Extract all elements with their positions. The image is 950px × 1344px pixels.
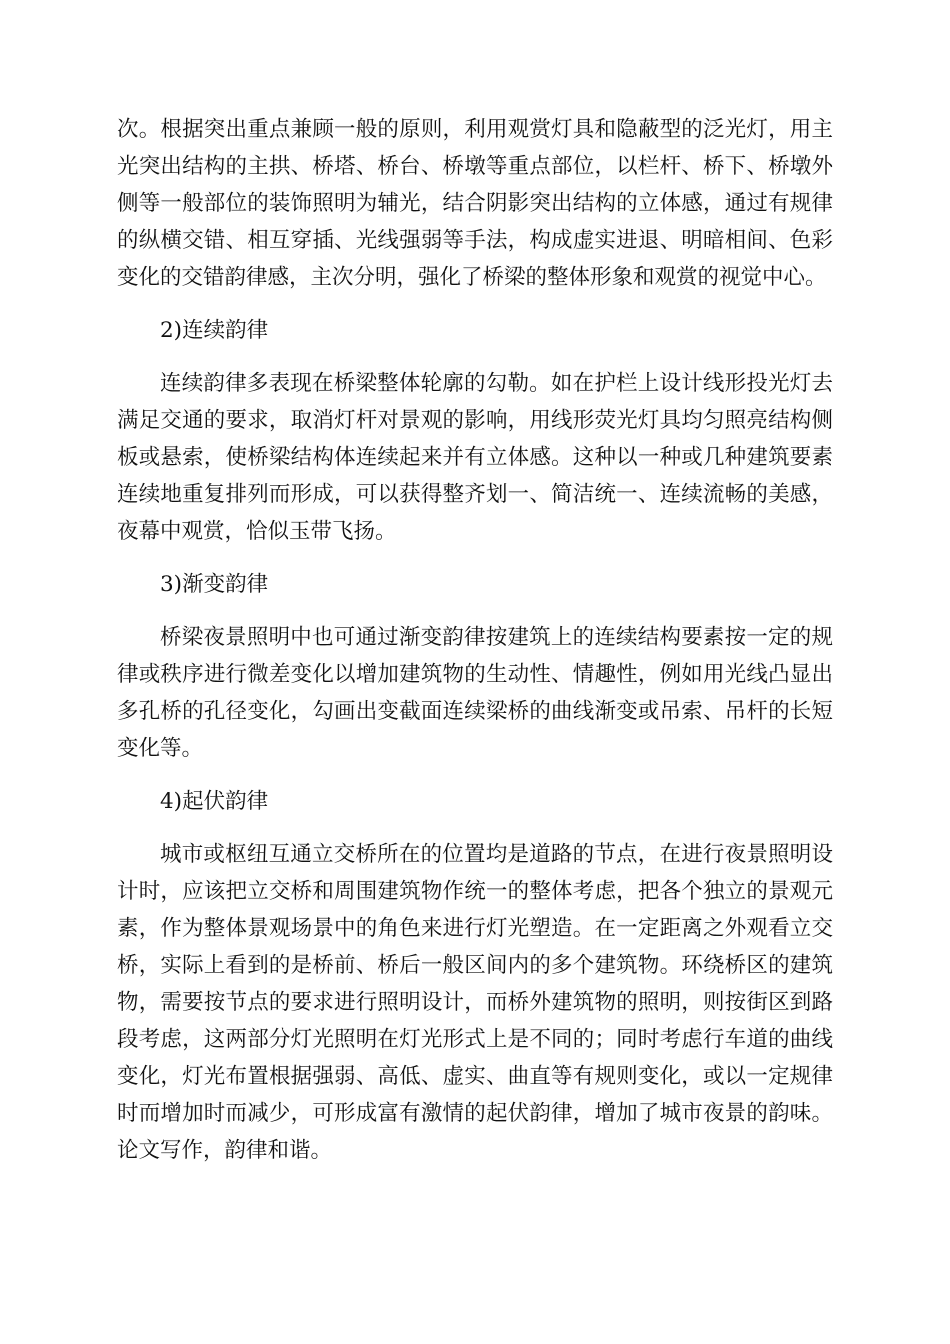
paragraph-undulating-rhythm: 城市或枢纽互通立交桥所在的位置均是道路的节点，在进行夜景照明设计时，应该把立交桥和周围建筑物作统一的整体考虑，把各个独立的景观元素，作为整体景观场景中的角色来进行灯光塑造。在一定距离之外观看立交桥，实际上看到的是桥前、桥后一般区间内的多个建筑物。环绕桥区的建筑物，需要按节点的要求进行照明设计，而桥外建筑物的照明，则按街区到路段考虑，这两部分灯光照明在灯光形式上是不同的；同时考虑行车道的曲线变化，灯光布置根据强弱、高低、虚实、曲直等有规则变化，或以一定规律时而增加时而减少，可形成富有激情的起伏韵律，增加了城市夜景的韵味。论文写作，韵律和谐。 <box>117 842 833 1163</box>
paragraph-continued: 次。根据突出重点兼顾一般的原则，利用观赏灯具和隐蔽型的泛光灯，用主光突出结构的主拱、桥塔、桥台、桥墩等重点部位，以栏杆、桥下、桥墩外侧等一般部位的装饰照明为辅光，结合阴影突出结构的立体感，通过有规律的纵横交错、相互穿插、光线强弱等手法，构成虚实进退、明暗相间、色彩变化的交错韵律感，主次分明，强化了桥梁的整体形象和观赏的视觉中心。 <box>117 117 833 290</box>
section-heading-gradual-rhythm: 3)渐变韵律 <box>160 572 269 597</box>
paragraph-continuous-rhythm: 连续韵律多表现在桥梁整体轮廓的勾勒。如在护栏上设计线形投光灯去满足交通的要求，取消灯杆对景观的影响，用线形荧光灯具均匀照亮结构侧板或悬索，使桥梁结构体连续起来并有立体感。这种以一种或几种建筑要素连续地重复排列而形成，可以获得整齐划一、简洁统一、连续流畅的美感，夜幕中观赏，恰似玉带飞扬。 <box>117 371 833 544</box>
paragraph-gradual-rhythm: 桥梁夜景照明中也可通过渐变韵律按建筑上的连续结构要素按一定的规律或秩序进行微差变化以增加建筑物的生动性、情趣性，例如用光线凸显出多孔桥的孔径变化，勾画出变截面连续梁桥的曲线渐变或吊索、吊杆的长短变化等。 <box>117 625 833 761</box>
section-heading-undulating-rhythm: 4)起伏韵律 <box>160 789 269 814</box>
document-body <box>117 111 833 1185</box>
section-heading-continuous-rhythm: 2)连续韵律 <box>160 318 269 343</box>
